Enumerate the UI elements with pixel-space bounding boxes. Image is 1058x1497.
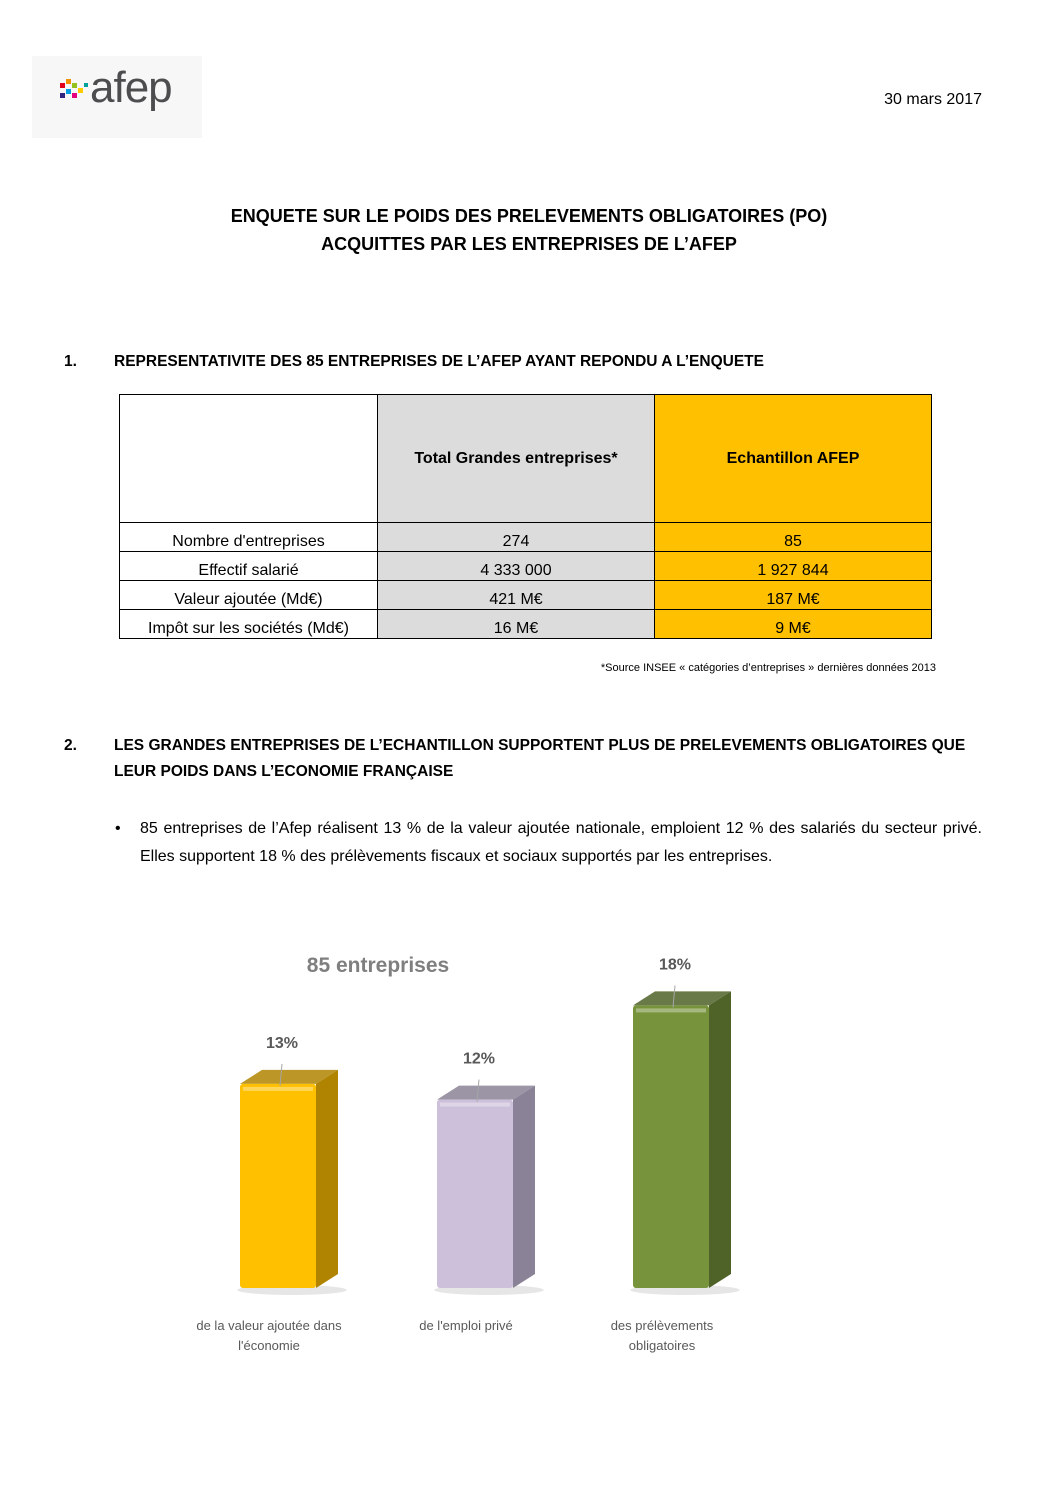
section-2-title: LES GRANDES ENTREPRISES DE L’ECHANTILLON SUPPORTENT PLUS DE PRELEVEMENTS OBLIGATOIRES QUE LEUR POIDS DANS L’ECONOMIE FRANÇAISE bbox=[114, 737, 966, 780]
row-afep: 187 M€ bbox=[655, 581, 932, 610]
row-total: 4 333 000 bbox=[378, 552, 655, 581]
data-label: 18% bbox=[658, 956, 692, 974]
bar bbox=[240, 1084, 316, 1288]
bar-chart bbox=[120, 930, 840, 1370]
section-2-heading bbox=[64, 733, 982, 785]
section-1-heading bbox=[64, 349, 982, 375]
data-label: 12% bbox=[462, 1050, 496, 1068]
bar-highlight bbox=[243, 1087, 313, 1091]
table-header-total: Total Grandes entreprises* bbox=[378, 395, 655, 523]
afep-logo bbox=[32, 56, 202, 138]
category-label: l'économie bbox=[238, 1338, 300, 1353]
title-line-2: ACQUITTES PAR LES ENTREPRISES DE L’AFEP bbox=[321, 234, 737, 254]
bullet-text: 85 entreprises de l’Afep réalisent 13 % de la valeur ajoutée nationale, emploient 12 % des salariés du secteur privé. Elles supportent 18 % des prélèvements fiscaux et sociaux supportés par les entreprises. bbox=[140, 820, 982, 865]
table-row bbox=[120, 581, 932, 610]
row-afep: 85 bbox=[655, 523, 932, 552]
logo-dots-icon bbox=[60, 77, 90, 107]
source-note: *Source INSEE « catégories d’entreprises » dernières données 2013 bbox=[600, 662, 936, 674]
document-date: 30 mars 2017 bbox=[884, 91, 982, 108]
row-label: Impôt sur les sociétés (Md€) bbox=[120, 610, 378, 639]
table-row bbox=[120, 552, 932, 581]
bar bbox=[437, 1100, 513, 1288]
table-header-row bbox=[120, 395, 932, 523]
bullet-icon: • bbox=[115, 820, 121, 837]
logo-text: afep bbox=[90, 63, 172, 112]
section-2-number: 2. bbox=[64, 737, 77, 754]
bar-side bbox=[513, 1086, 535, 1288]
row-total: 16 M€ bbox=[378, 610, 655, 639]
bar-highlight bbox=[440, 1103, 510, 1107]
row-label: Nombre d'entreprises bbox=[120, 523, 378, 552]
table-header-afep: Echantillon AFEP bbox=[655, 395, 932, 523]
bar-side bbox=[709, 991, 731, 1288]
category-label: de l'emploi privé bbox=[419, 1318, 513, 1333]
title-line-1: ENQUETE SUR LE POIDS DES PRELEVEMENTS OBLIGATOIRES (PO) bbox=[230, 206, 828, 226]
page-title bbox=[0, 202, 1058, 258]
table-row bbox=[120, 610, 932, 639]
data-label: 13% bbox=[265, 1034, 299, 1052]
row-total: 274 bbox=[378, 523, 655, 552]
bar-highlight bbox=[636, 1008, 706, 1012]
row-label: Valeur ajoutée (Md€) bbox=[120, 581, 378, 610]
section-1-number: 1. bbox=[64, 353, 77, 370]
category-label: des prélèvements bbox=[610, 1318, 714, 1333]
row-afep: 9 M€ bbox=[655, 610, 932, 639]
representativity-table bbox=[119, 394, 932, 639]
category-label: obligatoires bbox=[628, 1338, 696, 1353]
row-total: 421 M€ bbox=[378, 581, 655, 610]
table-header-empty bbox=[120, 395, 378, 523]
bullet-paragraph bbox=[115, 815, 982, 871]
bar-side bbox=[316, 1070, 338, 1288]
chart-title: 85 entreprises bbox=[306, 954, 450, 977]
bar bbox=[633, 1005, 709, 1288]
category-label: de la valeur ajoutée dans bbox=[196, 1318, 342, 1333]
row-afep: 1 927 844 bbox=[655, 552, 932, 581]
section-1-title: REPRESENTATIVITE DES 85 ENTREPRISES DE L’AFEP AYANT REPONDU A L’ENQUETE bbox=[114, 353, 764, 370]
table-row bbox=[120, 523, 932, 552]
row-label: Effectif salarié bbox=[120, 552, 378, 581]
